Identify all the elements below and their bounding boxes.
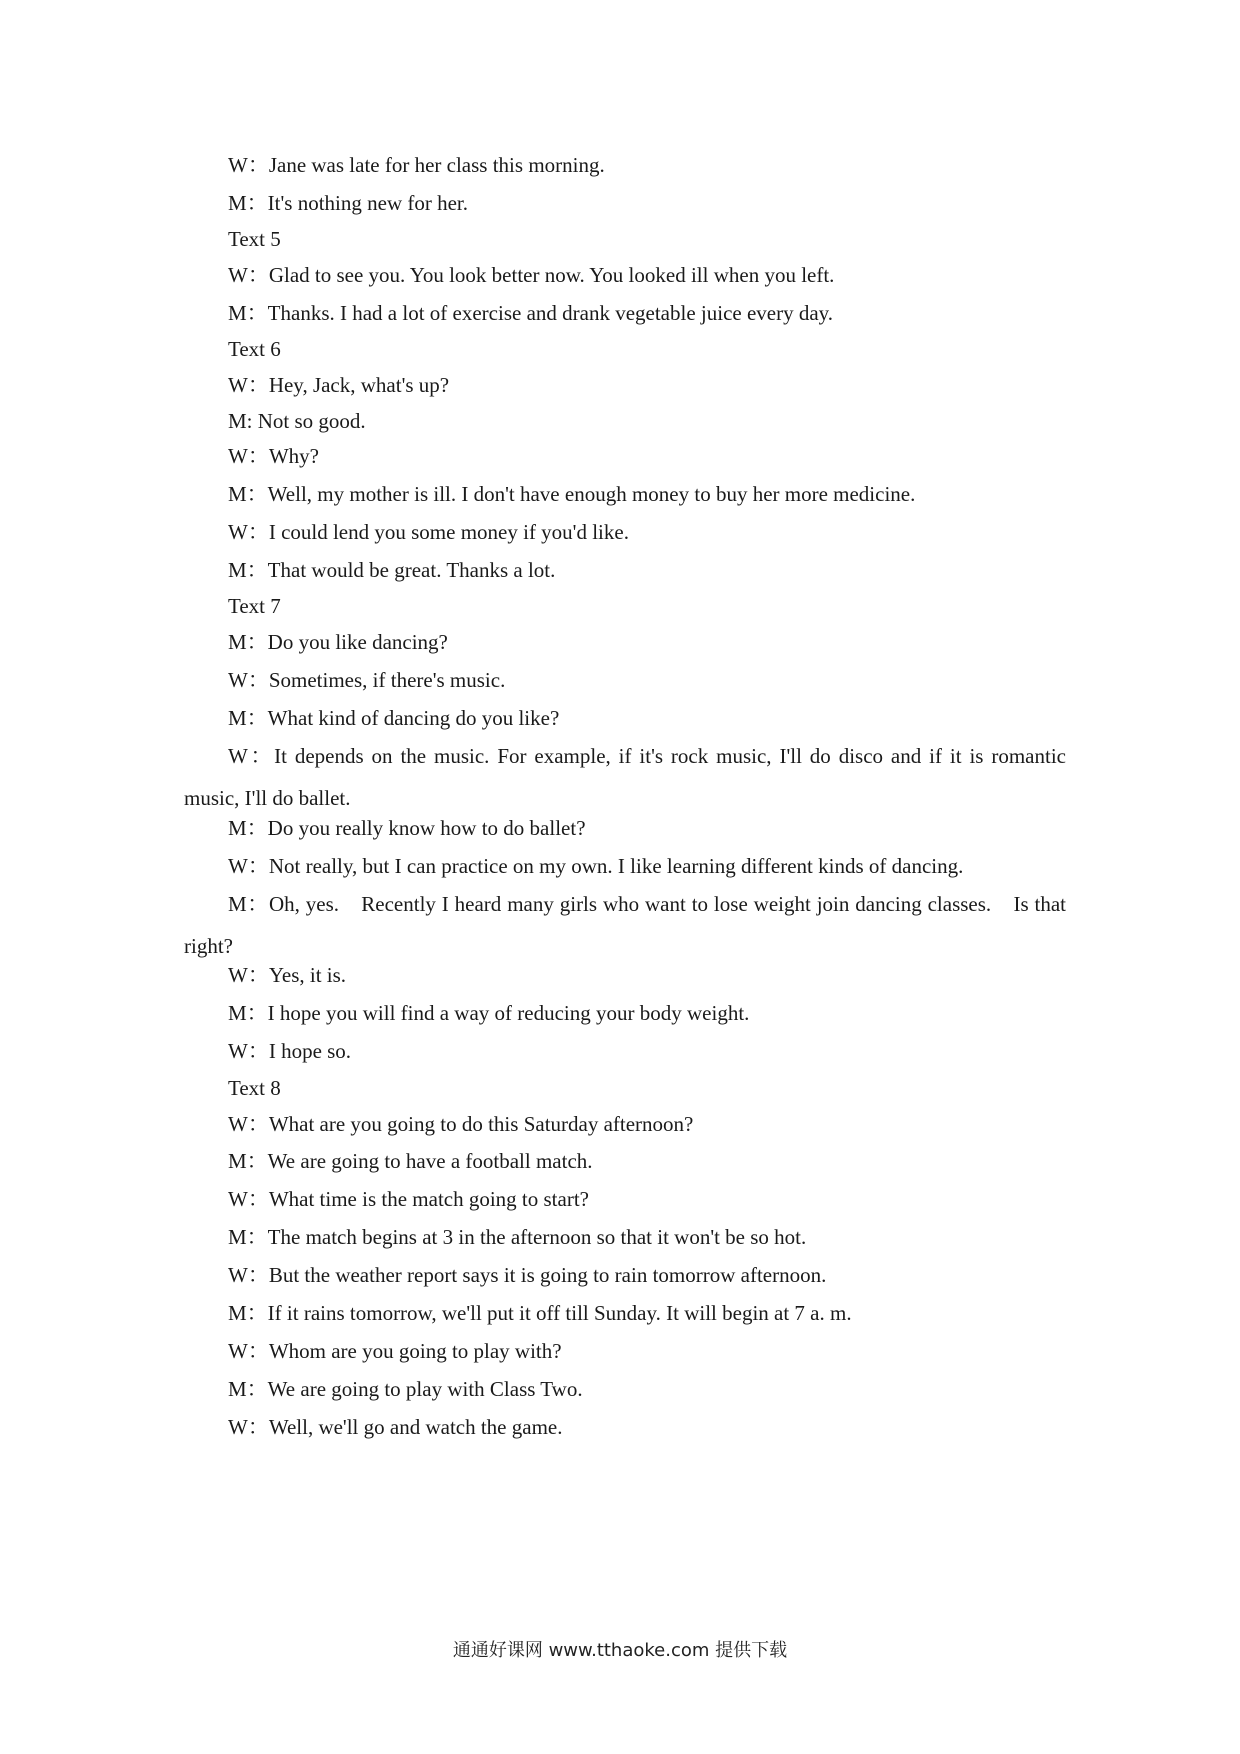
dialogue-line: M：It's nothing new for her. xyxy=(228,191,469,215)
dialogue-line: W：Yes, it is. xyxy=(228,963,347,987)
dialogue-line: W：Glad to see you. You look better now. You looked ill when you left. xyxy=(228,263,835,287)
dialogue-line: W：I could lend you some money if you'd like. xyxy=(228,520,629,544)
dialogue-line: M：We are going to play with Class Two. xyxy=(228,1377,583,1401)
dialogue-line: M：If it rains tomorrow, we'll put it off till Sunday. It will begin at 7 a. m. xyxy=(228,1301,852,1325)
page-footer: 通通好课网 www.tthaoke.com 提供下载 xyxy=(452,1640,788,1661)
dialogue-line: W：I hope so. xyxy=(228,1039,352,1063)
dialogue-line: W：Sometimes, if there's music. xyxy=(228,668,506,692)
dialogue-line: M：What kind of dancing do you like? xyxy=(228,706,560,730)
dialogue-line: M：Do you really know how to do ballet? xyxy=(228,816,586,840)
dialogue-line: M：The match begins at 3 in the afternoon so that it won't be so hot. xyxy=(228,1225,807,1249)
dialogue-line-wrapped: M：Oh, yes. Recently I heard many girls who want to lose weight join dancing classes. Is that right? xyxy=(184,892,1066,958)
section-heading: Text 8 xyxy=(228,1076,281,1100)
dialogue-line: W：But the weather report says it is going to rain tomorrow afternoon. xyxy=(228,1263,827,1287)
dialogue-line: M：We are going to have a football match. xyxy=(228,1149,593,1173)
dialogue-line: M：Thanks. I had a lot of exercise and drank vegetable juice every day. xyxy=(228,301,834,325)
section-heading: Text 7 xyxy=(228,594,281,618)
dialogue-line: W：Whom are you going to play with? xyxy=(228,1339,562,1363)
dialogue-line: W：Not really, but I can practice on my own. I like learning different kinds of dancing. xyxy=(228,854,964,878)
dialogue-line: M: Not so good. xyxy=(228,409,366,433)
dialogue-line: W：Why? xyxy=(228,444,319,468)
dialogue-line: M：That would be great. Thanks a lot. xyxy=(228,558,556,582)
section-heading: Text 6 xyxy=(228,337,281,361)
dialogue-line: W：Well, we'll go and watch the game. xyxy=(228,1415,563,1439)
dialogue-line: M：Do you like dancing? xyxy=(228,630,448,654)
dialogue-line: M：I hope you will find a way of reducing your body weight. xyxy=(228,1001,750,1025)
dialogue-line-wrapped: W：It depends on the music. For example, if it's rock music, I'll do disco and if it is romantic music, I'll do ballet. xyxy=(184,744,1066,810)
dialogue-line: W：Hey, Jack, what's up? xyxy=(228,373,450,397)
dialogue-line: W：What time is the match going to start? xyxy=(228,1187,589,1211)
dialogue-line: W：What are you going to do this Saturday afternoon? xyxy=(228,1112,694,1136)
dialogue-line: W：Jane was late for her class this morning. xyxy=(228,153,605,177)
dialogue-line: M：Well, my mother is ill. I don't have enough money to buy her more medicine. xyxy=(228,482,916,506)
section-heading: Text 5 xyxy=(228,227,281,251)
